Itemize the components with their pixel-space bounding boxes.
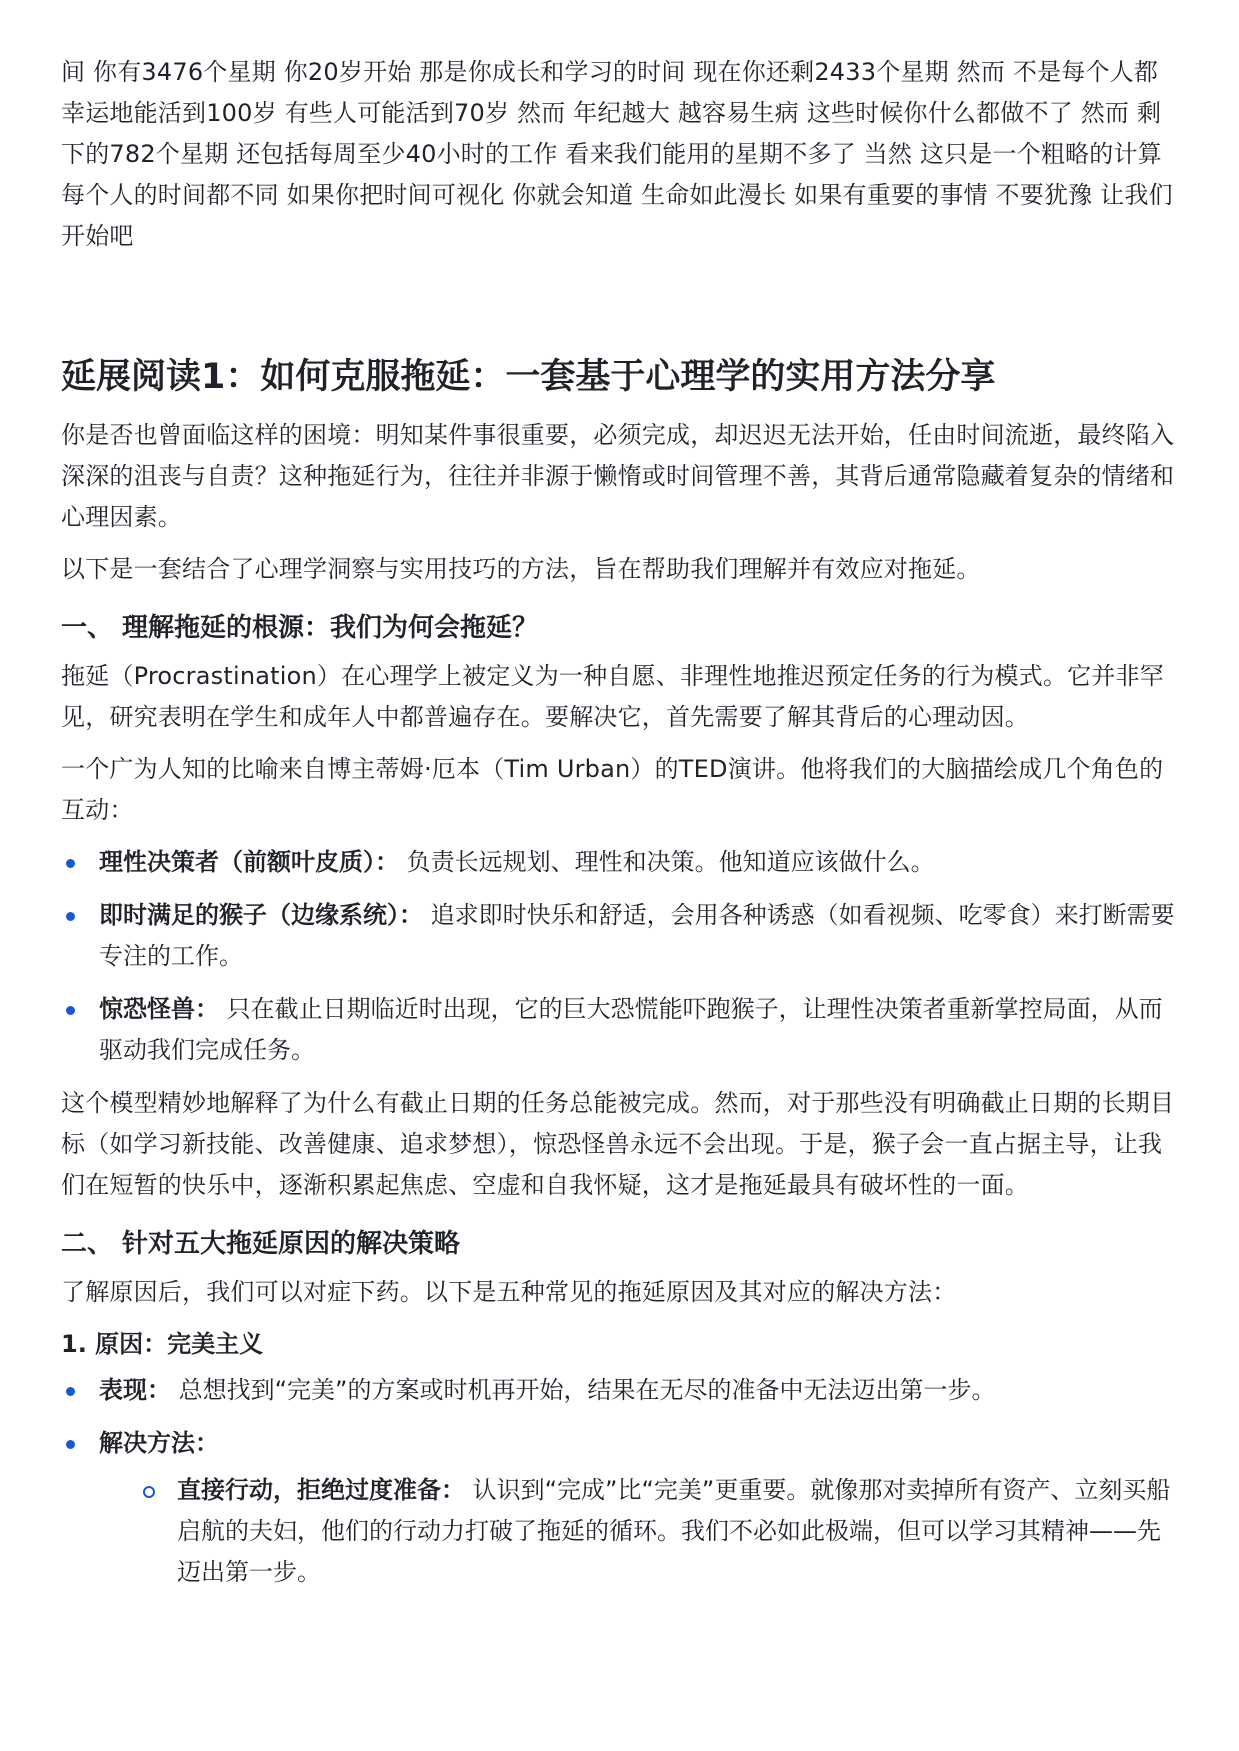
bullet-icon (66, 1440, 75, 1449)
sub-list-item-label: 直接行动，拒绝过度准备： (177, 1476, 465, 1504)
list-item-text: 总想找到“完美”的方案或时机再开始，结果在无尽的准备中无法迈出第一步。 (171, 1376, 996, 1404)
section-1-heading: 一、 理解拖延的根源：我们为何会拖延？ (61, 613, 539, 643)
list-item (61, 1423, 1181, 1593)
list-item-text: 只在截止日期临近时出现，它的巨大恐慌能吓跑猴子，让理性决策者重新掌控局面，从而驱动我们完成任务。 (99, 995, 1163, 1064)
list-item-label: 理性决策者（前额叶皮质）： (99, 848, 399, 876)
brain-roles-list (61, 842, 1181, 1071)
sub-list-item-text: 认识到“完成”比“完美”更重要。就像那对卖掉所有资产、立刻买船启航的夫妇，他们的行动力打破了拖延的循环。我们不必如此极端，但可以学习其精神——先迈出第一步。 (177, 1476, 1171, 1586)
section-1-paragraph-3: 这个模型精妙地解释了为什么有截止日期的任务总能被完成。然而，对于那些没有明确截止日期的长期目标（如学习新技能、改善健康、追求梦想），惊恐怪兽永远不会出现。于是，猴子会一直占据主导，让我们在短暂的快乐中，逐渐积累起焦虑、空虚和自我怀疑，这才是拖延最具有破坏性的一面。 (61, 1089, 1175, 1199)
section-2-paragraph-1: 了解原因后，我们可以对症下药。以下是五种常见的拖延原因及其对应的解决方法： (61, 1278, 957, 1306)
hollow-bullet-icon (143, 1486, 155, 1498)
list-item-label: 即时满足的猴子（边缘系统）： (99, 901, 423, 929)
bullet-icon (66, 1006, 75, 1015)
list-item-text: 负责长远规划、理性和决策。他知道应该做什么。 (399, 848, 935, 876)
intro-paragraph: 间 你有3476个星期 你20岁开始 那是你成长和学习的时间 现在你还剩2433个星期 然而 不是每个人都幸运地能活到100岁 有些人可能活到70岁 然而 年纪越大 越容易生病 这些时候你什么都做不了 然而 剩下的782个星期 还包括每周至少40小时的工作 看来我们能用的星期不多了 当然 这只是一个粗略的计算 每个人的时间都不同 如果你把时间可视化 你就会知道 生命如此漫长 如果有重要的事情 不要犹豫 让我们开始吧 (61, 58, 1173, 250)
section-1-paragraph-2: 一个广为人知的比喻来自博主蒂姆·厄本（Tim Urban）的TED演讲。他将我们的大脑描绘成几个角色的互动： (61, 755, 1164, 824)
cause-1-list (61, 1370, 1181, 1593)
list-item-text: 追求即时快乐和舒适，会用各种诱惑（如看视频、吃零食）来打断需要专注的工作。 (99, 901, 1175, 970)
article-paragraph-1: 你是否也曾面临这样的困境：明知某件事很重要，必须完成，却迟迟无法开始，任由时间流逝，最终陷入深深的沮丧与自责？这种拖延行为，往往并非源于懒惰或时间管理不善，其背后通常隐藏着复杂的情绪和心理因素。 (61, 421, 1175, 531)
list-item (61, 895, 1181, 977)
bullet-icon (66, 1387, 75, 1396)
bullet-icon (66, 912, 75, 921)
article-paragraph-2: 以下是一套结合了心理学洞察与实用技巧的方法，旨在帮助我们理解并有效应对拖延。 (61, 555, 981, 583)
section-2-heading: 二、 针对五大拖延原因的解决策略 (61, 1229, 461, 1259)
section-1-paragraph-1: 拖延（Procrastination）在心理学上被定义为一种自愿、非理性地推迟预定任务的行为模式。它并非罕见，研究表明在学生和成年人中都普遍存在。要解决它，首先需要了解其背后的心理动因。 (61, 662, 1164, 731)
bullet-icon (66, 859, 75, 868)
solution-sublist (99, 1470, 1181, 1593)
list-item (61, 842, 1181, 883)
article-title: 延展阅读1：如何克服拖延：一套基于心理学的实用方法分享 (61, 357, 996, 397)
cause-1-heading: 1. 原因：完美主义 (61, 1330, 264, 1358)
list-item-label: 解决方法： (99, 1429, 219, 1457)
list-item-label: 表现： (99, 1376, 171, 1404)
list-item (61, 989, 1181, 1071)
list-item (61, 1370, 1181, 1411)
list-item-label: 惊恐怪兽： (99, 995, 219, 1023)
sub-list-item (99, 1470, 1181, 1593)
document-page (61, 52, 1181, 1605)
